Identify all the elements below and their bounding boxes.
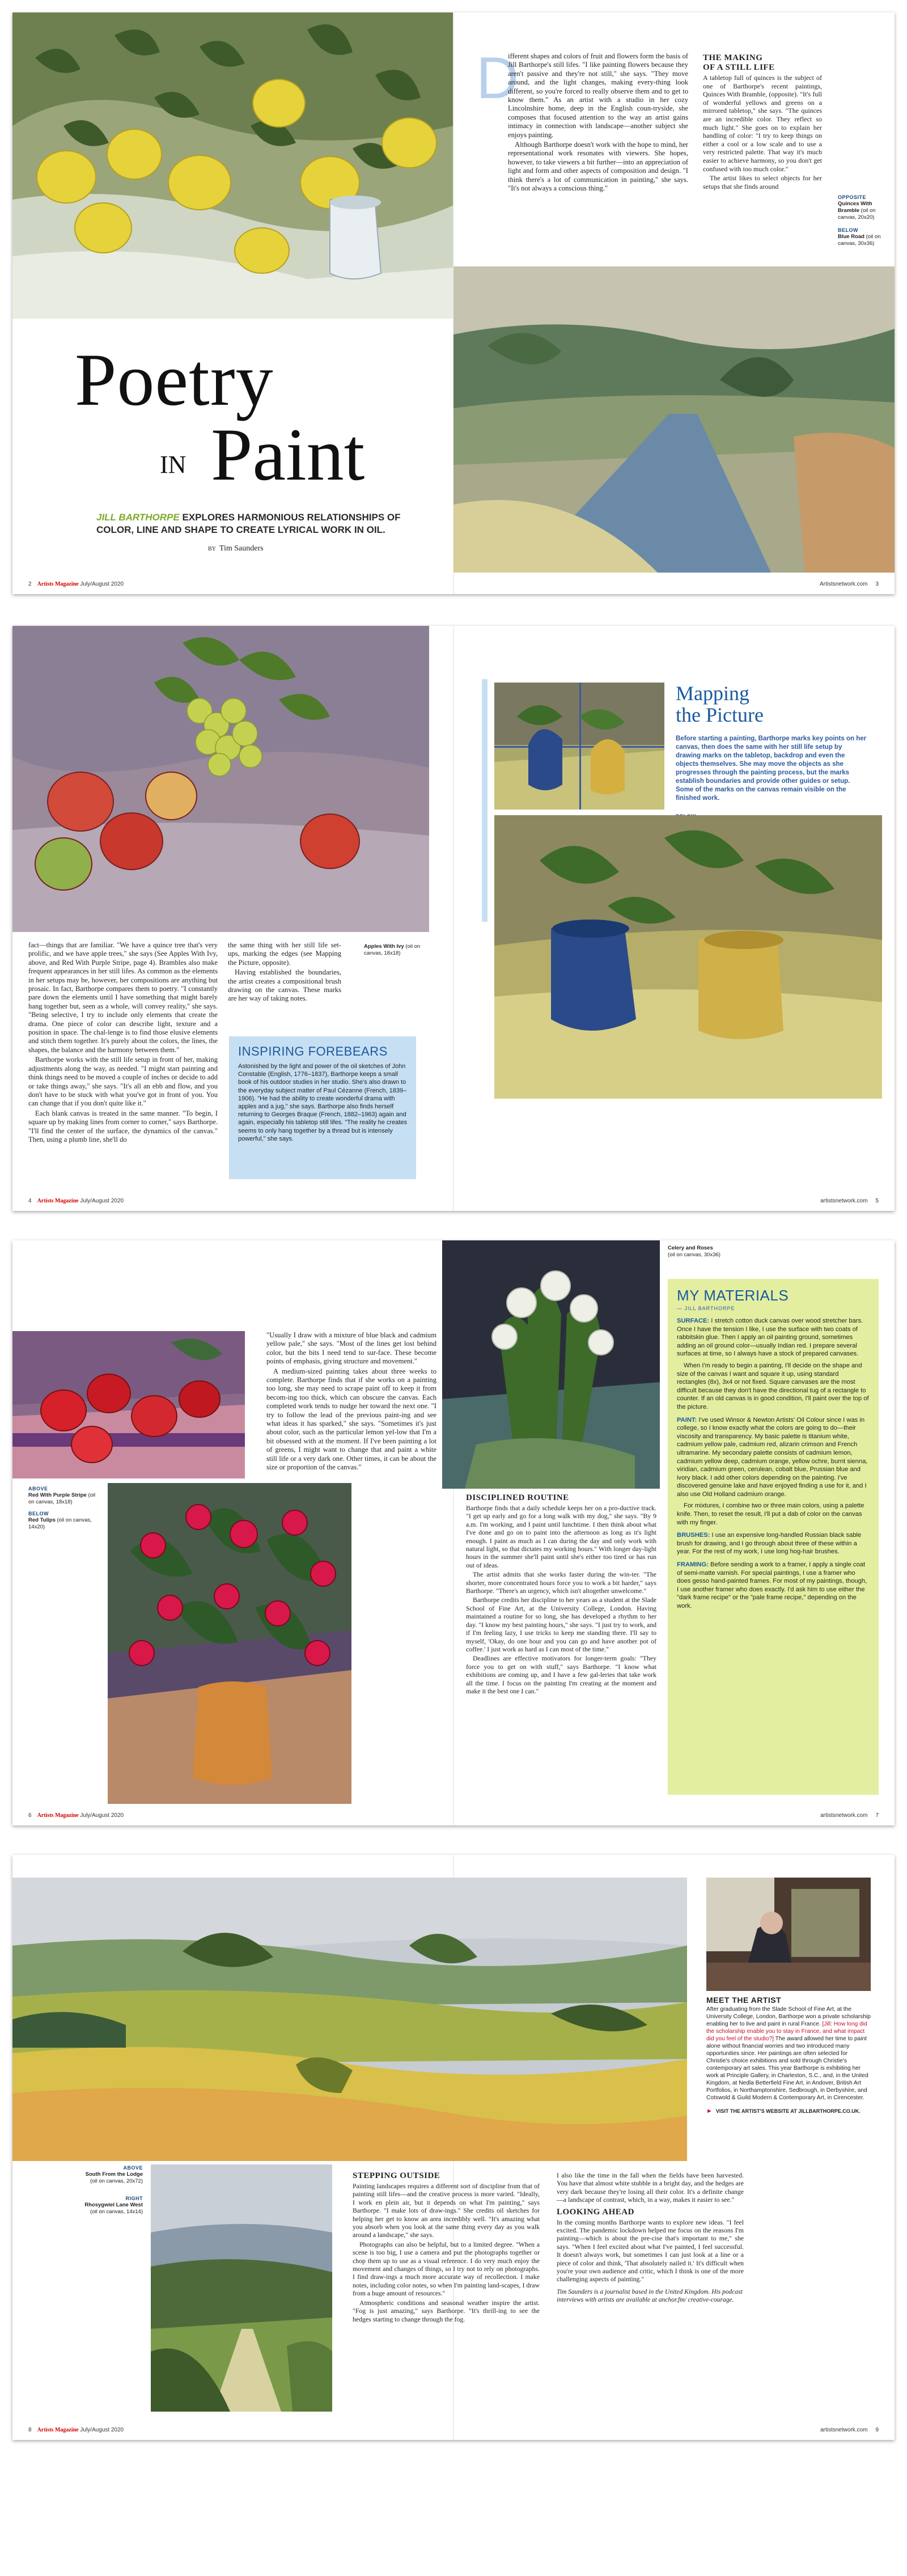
dropcap: D — [476, 45, 519, 111]
sidebar-making-still-life — [703, 53, 822, 192]
routine-heading: DISCIPLINED ROUTINE — [466, 1493, 569, 1502]
visit-website[interactable]: ► VISIT THE ARTIST'S WEBSITE AT JILLBARTHORPE.CO.UK. — [706, 2108, 861, 2115]
two-pots-small-image — [494, 683, 664, 810]
page-4 — [12, 626, 454, 1211]
caption-south-from-lodge: ABOVE South From the Lodge (oil on canvas, 20x72) — [85, 2165, 143, 2184]
deck-text: EXPLORES HARMONIOUS RELATIONSHIPS OF COLOR, LINE AND SHAPE TO CREATE LYRICAL WORK IN OIL. — [96, 512, 401, 535]
mapping-sidebar-frame — [482, 679, 488, 922]
folio-right-2: artistsnetwork.com 5 — [820, 1198, 879, 1204]
looking-ahead-heading: LOOKING AHEAD — [557, 2207, 634, 2217]
celery-roses-painting-image — [442, 1240, 660, 1489]
folio-left-3: 6 Artists Magazine July/August 2020 — [28, 1812, 124, 1819]
spread-1 — [12, 12, 895, 594]
page-9 — [454, 1855, 895, 2440]
painting-blue-road — [454, 266, 895, 573]
page-3 — [454, 12, 895, 594]
forebears-text: Astonished by the light and power of the oil sketches of John Constable (English, 1776–1837), Barthorpe keeps a small book of his outdoor studies in her studio. She's also drawn to the everyday subject matter of Paul Cézanne (French, 1839–1906). "He had the ability to create wonderful drama with apples and a jug," she says. Barthorpe also finds herself returning to Georges Braque (French, 1882–1963) again and again, especially his tabletop still lifes. "The reality he creates seems to only hang together by a thread but is intensely powerful," she says. — [238, 1063, 407, 1142]
materials-surface-2: When I'm ready to begin a painting, I'll decide on the shape and size of the canvas I want and square it up, using standard rectangles (8x), 3x4 or not fixed. Square canvases are the most difficult because they don't have the directional tug of a rectangle to counter. If an old canvas is in good condition, I'll paint over the top of the picture. — [677, 1362, 869, 1410]
page-7 — [454, 1240, 895, 1825]
article-title — [75, 338, 438, 497]
folio-right-4: artistsnetwork.com 9 — [820, 2427, 879, 2433]
caption-celery-roses: Celery and Roses (oil on canvas, 30x36) — [668, 1245, 720, 1258]
materials-framing: Before sending a work to a framer, I apply a single coat of semi-matte varnish. For special paintings, I use a framer who does gesso hand-painted frames. For most of my paintings, though, I use another framer who does exactly. I'd ask him to use either the "dark frame recipe" or the "pale frame recipe," depending on the work. — [677, 1561, 867, 1609]
artist-photo-image — [706, 1878, 871, 1991]
painting-rhosygwiel-lane-west — [151, 2164, 332, 2412]
disciplined-routine-section: DISCIPLINED ROUTINE Barthorpe finds that a daily schedule keeps her on a pro-ductive track. "I get up early and go for a long walk with my dog," she says. "By 9 a.m. I'm working, and I paint until lunchtime. I then think about what I've done and go on to paint into the afternoon as long as it's light enough. I paint as much as I can during the day and only work with natural light, so that dictates my working hours." With longer day-light hours in the summer she'll paint until she's either too tired or has run out of ideas. The artist admits that she works faster during the win-ter. "The shorter, more concentrated hours force you to work a bit harder," says Barthorpe. "There's an urgency, which isn't altogether unwelcome." Barthorpe credits her discipline to her years as a student at the Slade School of Fine Art, at the University College, London. Having maintained a routine for so long, she has developed a rhythm to her day. "I know my best painting hours," she says. "I just try to work, and if I'm feeling lazy, I use tricks to keep me standing there. I'll say to myself, 'Okay, do one hour and you can go and have another pot of coffee.' I just work as hard as I can most of the time." Deadlines are effective motivators for longer-term goals: "They force you to get on with stuff," says Barthorpe. "I know what exhibitions are coming up, and I have a few gal-leries that take work all the time. I focus on the painting I'm creating at the moment and make it the best one I can." — [466, 1493, 656, 1695]
apples-painting-image — [12, 626, 429, 932]
meet-editor-note: [Jill: How long did the scholarship enable you to stay in France, and what impact did you feel of the studio?] — [706, 2021, 867, 2042]
folio-left: 2 Artists Magazine July/August 2020 — [28, 581, 124, 587]
sidebar-heading: THE MAKING OF A STILL LIFE — [703, 53, 775, 72]
materials-surface: I stretch cotton duck canvas over wood stretcher bars. Once I have the tension I like, I use the surface with two coats of rabbitskin glue. Then I apply an oil painting ground, sometimes adding an oil ground color—usually Indian red. I prepare several surfaces at time, so I always have a stock of prepared canvases. — [677, 1317, 863, 1358]
byline-author: Tim Saunders — [219, 544, 264, 553]
red-tulips-painting-image — [108, 1483, 351, 1804]
red-stripe-painting-image — [12, 1331, 245, 1478]
meet-the-artist — [706, 1995, 871, 2115]
body-column-materials-intro: "Usually I draw with a mixture of blue black and cadmium yellow pale," she says. "Most of the lines get lost behind color, but the bits I need tend to sur-face. These become points of emphasis, giving structure and movement." A medium-sized painting takes about three weeks to complete. Barthorpe finds that if she works on a painting too long, she may need to scrape paint off to keep it from becom-ing too thick, which can obscure the canvas. Each completed work tends to nudge her toward the next one. "I try to follow the lead of the previous paint-ing and see what ideas it has sparked," she says. "Sometimes it's just about color, such as the particular lemon yel-low that I'm a bit obsessed with at the moment. If I've been painting a lot of greens, I might want to change that and paint a white still life or a very dark one. Other times, it can be about the size or proportion of the canvas." — [266, 1331, 436, 1472]
painting-two-pots-small — [494, 683, 664, 810]
sidebar-text: A tabletop full of quinces is the subject of one of Barthorpe's recent paintings, Quinces With Bramble, (opposite). "It's full of wonderful yellows and greens on a mirrored tabletop," she says. "The quinces are an incredible color. They reflect so much light." She goes on to explain her handling of color: "I try to keep things on either a cool or a low scale and to use a very restricted palette. That way it's much easier to achieve harmony, so you don't get confused with too much color." — [703, 74, 822, 173]
deck-artist-name: JILL BARTHORPE — [96, 512, 180, 523]
article-deck — [96, 511, 436, 536]
materials-heading: MY MATERIALS — [677, 1287, 789, 1304]
two-pots-painting-image — [494, 815, 882, 1099]
folio-left-4: 8 Artists Magazine July/August 2020 — [28, 2427, 124, 2433]
body-column-a: fact—things that are familiar. "We have a quince tree that's very prolific, and we have apple trees," she says (See Apples With Ivy, above, and Red With Purple Stripe, page 4). Brambles also make frequent appearances in her still lifes. As common as the elements in her setups may be, however, her compositions are anything but prosaic. In fact, Barthorpe compares them to poetry. "I constantly pare down the elements until I have something that might barely hang together but, seen as a whole, will convey reality," she says. "Being selective, I try to include only elements that create the drama. One piece of color can describe light, texture and a position in space. The chal-lenge is to find those elusive elements and stitch them together. It's purely about the colors, the lines, the shapes, the balance and the harmony between them." Barthorpe works with the still life setup in front of her, making adjustments along the way, as needed. "I might start painting and think things need to be moved a couple of inches or decide to add or take things away," she says. "It's all an ebb and flow, and you don't have to be stuck with what you've got in front of you. You can change that if you don't quite like it." Each blank canvas is treated in the same manner. "To begin, I square up by making lines from corner to corner," says Barthorpe. "I'll find the center of the surface, the dynamics of the canvas." Then, using a plumb line, she'll do — [28, 941, 218, 1143]
painting-celery-and-roses — [442, 1240, 660, 1489]
blue-road-painting-image — [454, 266, 895, 573]
painting-red-with-purple-stripe — [12, 1331, 245, 1478]
folio-right-3: artistsnetwork.com 7 — [820, 1812, 879, 1819]
caption-rhosygwiel: RIGHT Rhosygwiel Lane West (oil on canvas, 14x14) — [84, 2196, 143, 2215]
caption-apples: Apples With Ivy (oil on canvas, 18x18) — [364, 943, 421, 956]
looking-ahead-column: I also like the time in the fall when the fields have been harvested. You have that almost white stubble in a bright day, and the hedges are very dark because they're losing all their color. It's a definite change—a landscape of contrast, which, in a way, makes it easier to see." LOOKING AHEAD In the coming months Barthorpe wants to explore new ideas. "I feel excited. The pandemic lockdown helped me focus on the reasons I'm painting—which is about the pre-cise that's important to me," she says. "When I feel excited about what I've painted, I feel successful. It doesn't always work, but sometimes I can just look at a line or a piece of color and think, 'That absolutely nailed it.' It's difficult when you're your own audience and critic, which I think is one of the more challenging aspects of painting." Tim Saunders is a journalist based in the United Kingdom. His podcast interviews with artists are available at anchor.fm/ creative-courage. — [557, 2171, 744, 2303]
stepping-heading: STEPPING OUTSIDE — [353, 2171, 440, 2180]
spread-2 — [12, 626, 895, 1211]
painting-red-tulips — [108, 1483, 351, 1804]
meet-text-2: The award allowed her time to paint alone without financial worries and two introduced many opportunities since. Her paintings are often selected for Christie's choice exhibitions and sold through Christie's contemporary art sales. This year Barthorpe is exhibiting her work at Principle Gallery, in Charleston, S.C., and, in the United Kingdom, at Nedla Betterfield Fine Art, in Andover, British Art Portfolios, in Northamptonshire, Sedbrough, in Derbyshire, and Cotswold & Guild Modern & Contemporary Art, in Cirencester. — [706, 2036, 868, 2101]
meet-text: After graduating from the Slade School of Fine Art, at the University College, London, Barthorpe won a private scholarship enabling her to live and paint in rural France. — [706, 2006, 871, 2027]
meet-heading: MEET THE ARTIST — [706, 1995, 782, 2005]
folio-right: Artistsnetwork.com 3 — [819, 581, 879, 587]
page-5 — [454, 626, 895, 1211]
materials-byline: — JILL BARTHORPE — [677, 1306, 735, 1311]
mapping-heading: Mapping the Picture — [676, 682, 764, 726]
painting-two-pots-with-ivy — [494, 815, 882, 1099]
caption-red-stripe: ABOVE Red With Purple Stripe (oil on canvas, 18x18) — [28, 1486, 96, 1505]
caption-below: BELOW Blue Road (oil on canvas, 30x36) — [838, 227, 881, 247]
forebears-heading: INSPIRING FOREBEARS — [238, 1044, 388, 1058]
quinces-painting-image — [12, 12, 454, 319]
materials-paint-2: For mixtures, I combine two or three main colors, using a palette knife. Then, to reset the result, I'll put a dab of color on the canvas with my finger. — [677, 1502, 864, 1526]
folio-left-2: 4 Artists Magazine July/August 2020 — [28, 1198, 124, 1204]
body-column-1: ifferent shapes and colors of fruit and flowers form the basis of Jill Barthorpe's still lifes. "I like painting flowers because they aren't passive and they're not still," she says. "They move around, and the light changes, making every-thing look different, so you're forced to really observe them and to get to know them." As an artist with a studio in her cozy Lincolnshire home, deep in the English coun-tryside, she composes that focused attention to the way an artist gains intimacy in connection with landscape—another subject she enjoys painting. Although Barthorpe doesn't work with the hope to mind, her representational work resonates with viewers. She hopes, however, to take viewers a bit further—into an appreciation of light and form and other aspects of composition and design. "I think there's a lot of communication in painting," she says. "It's not always a conscious thing." — [508, 52, 688, 193]
spread-3 — [12, 1240, 895, 1825]
materials-paint: I've used Winsor & Newton Artists' Oil Colour since I was in college, so I know exactly what the colors are going to do—their viscosity and transparency. My basic palette is titanium white, cadmium yellow pale, cadmium red, alizarin crimson and French ultramarine. My secondary palette consists of cadmium lemon, cadmium yellow deep, cadmium orange, yellow ochre, burnt sienna, viridian, cadmium green, cerulean, cobalt blue, Prussian blue and ivory black. I add other colors depending on the painting. I've discovered genuine lake and have enjoyed finding a use for it, and I also use Old Holland cadmium orange. — [677, 1416, 868, 1498]
title-poetry: Poetry — [75, 338, 274, 421]
page-2 — [12, 12, 454, 594]
painting-apples-with-ivy — [12, 626, 429, 932]
inspiring-forebears-box — [229, 1036, 416, 1179]
body-column-b: the same thing with her still life set-ups, marking the edges (see Mapping the Picture, opposite). Having established the boundaries, the artist creates a compositional brush drawing on the canvas. These marks are her way of taking notes. — [228, 941, 341, 1003]
rhosygwiel-painting-image — [151, 2164, 332, 2412]
painting-quinces-with-bramble — [12, 12, 454, 319]
arrow-icon: ► — [706, 2108, 713, 2115]
author-bio: Tim Saunders is a journalist based in the United Kingdom. His podcast interviews with artists are available at anchor.fm/ creative-courage. — [557, 2288, 743, 2303]
mapping-text: Before starting a painting, Barthorpe marks key points on her canvas, then does the same with her still life setup by drawing marks on the tabletop, backdrop and even the objects themselves. She may move the objects as she progresses through the painting process, but the marks establish boundaries and provide other guides or setup. Some of the marks on the canvas remain visible on the finished work. — [676, 735, 867, 802]
my-materials-box: MY MATERIALS — JILL BARTHORPE SURFACE: I stretch cotton duck canvas over wood stretcher bars. Once I have the tension I like, I use the surface with two coats of rabbitskin glue. Then I apply an oil painting ground, sometimes adding an oil ground color—usually Indian red. I prepare several surfaces at time, so I always have a stock of prepared canvases. When I'm ready to begin a painting, I'll decide on the shape and size of the canvas I want and square it up, using standard rectangles (8x), 3x4 or not fixed. Square canvases are the most difficult because they don't have the directional tug of a rectangle to counter. If an old canvas is in good condition, I'll paint over the top of the picture. PAINT: I've used Winsor & Newton Artists' Oil Colour since I was in college, so I know exactly what the colors are going to do—their viscosity and transparency. My basic palette is titanium white, cadmium yellow pale, cadmium red, alizarin crimson and French ultramarine. My secondary palette consists of cadmium lemon, cadmium yellow deep, cadmium orange, yellow ochre, burnt sienna, viridian, cadmium green, cerulean, cobalt blue, Prussian blue and ivory black. I add other colors depending on the painting. I've discovered genuine lake and have enjoyed finding a use for it, and I also use Old Holland cadmium orange. For mixtures, I combine two or three main colors, using a palette knife. Then, to reset the result, I'll put a dab of color on the canvas with my finger. BRUSHES: I use an expensive long-handled Russian black sable brush for drawing, and I go through about three of these within a year. For the rest of my work, I use long hog-hair brushes. FRAMING: Before sending a work to a framer, I apply a single coat of semi-matte varnish. For special paintings, I use a framer who does gesso hand-painted frames. For most of my paintings, though, I use another framer who does exactly. I'd ask him to use either the "dark frame recipe" or the "pale frame recipe," depending on the work. — [668, 1279, 879, 1795]
photo-artist-in-studio — [706, 1878, 871, 1991]
mapping-sidebar — [676, 683, 868, 833]
byline: BY Tim Saunders — [208, 544, 264, 553]
page-6 — [12, 1240, 454, 1825]
caption-red-tulips: BELOW Red Tulips (oil on canvas, 14x20) — [28, 1511, 92, 1530]
materials-brushes: I use an expensive long-handled Russian black sable brush for drawing, and I go through about three of these within a year. For the rest of my work, I use long hog-hair brushes. — [677, 1532, 862, 1556]
stepping-outside-text: STEPPING OUTSIDE Painting landscapes requires a different sort of discipline from that of painting still lifes—and the creative process is more varied. "Ideally, I work en plein air, but it depends on what I'm painting," says Barthorpe. "I make lots of draw-ings." She credits oil sketches for helping her get to know an area incredibly well. "It's amazing what you absorb when you look at the same thing every day as you walk around a landscape," she says. Photographs can also be helpful, but to a limited degree. "When a scene is too big, I use a camera and put the photographs together or chop them up to use as a visual reference. I do very much enjoy the movement and changes of things, so I try not to rely on photographs. I find draw-ings a much more accurate way of recollection. I make notes, including color notes, so when I'm painting land-scapes, I draw from a huge amount of resources." Atmospheric conditions and seasonal weather inspire the artist. "Fog is just amazing," says Barthorpe. "It's thrill-ing to see the hedges starting to change through the fog. — [353, 2171, 540, 2323]
sidebar-text-2: The artist likes to select objects for her setups that she finds around — [703, 174, 822, 190]
title-in: IN — [160, 451, 187, 478]
caption-opposite: OPPOSITE Quinces With Bramble (oil on canvas, 20x20) — [838, 194, 876, 221]
spread-4 — [12, 1855, 895, 2440]
title-paint: Paint — [211, 413, 365, 496]
